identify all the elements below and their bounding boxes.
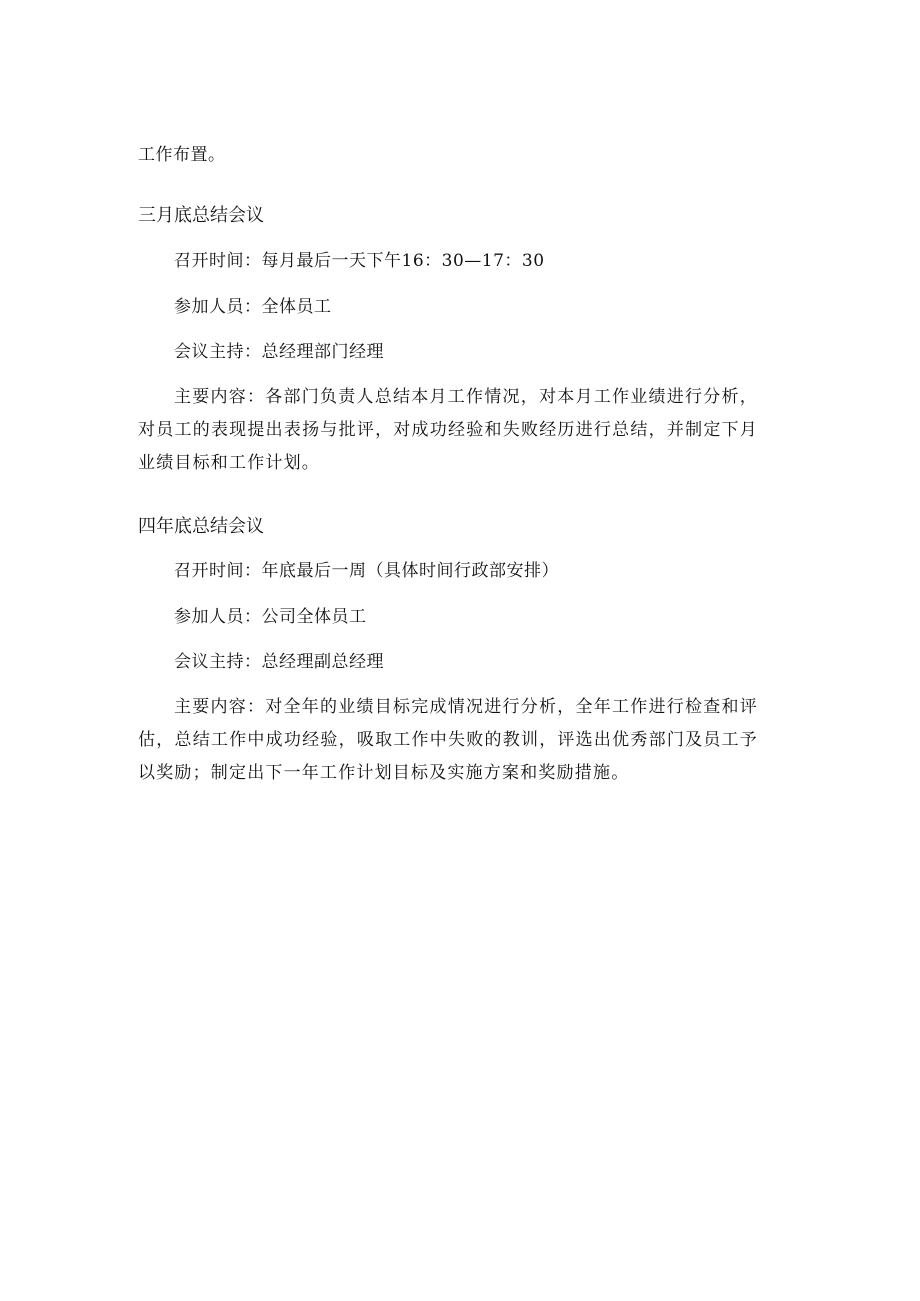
meeting-participants-3: 参加人员：全体员工	[174, 297, 332, 317]
meeting-time-3: 召开时间：每月最后一天下午16：30—17：30	[174, 251, 545, 271]
continuation-text: 工作布置。	[138, 145, 226, 165]
section-heading-4: 四年底总结会议	[138, 516, 264, 537]
meeting-content-4: 主要内容：对全年的业绩目标完成情况进行分析，全年工作进行检查和评估，总结工作中成功经验，吸取工作中失败的教训，评选出优秀部门及员工予以奖励；制定出下一年工作计划目标及实施方案和奖励措施。	[138, 697, 758, 783]
meeting-time-4: 召开时间：年底最后一周（具体时间行政部安排）	[174, 561, 559, 581]
meeting-host-3: 会议主持：总经理部门经理	[174, 342, 384, 362]
meeting-host-4: 会议主持：总经理副总经理	[174, 652, 384, 672]
meeting-content-3: 主要内容：各部门负责人总结本月工作情况，对本月工作业绩进行分析，对员工的表现提出表扬与批评，对成功经验和失败经历进行总结，并制定下月业绩目标和工作计划。	[138, 387, 758, 473]
meeting-participants-4: 参加人员：公司全体员工	[174, 607, 367, 627]
section-heading-3: 三月底总结会议	[138, 205, 264, 226]
